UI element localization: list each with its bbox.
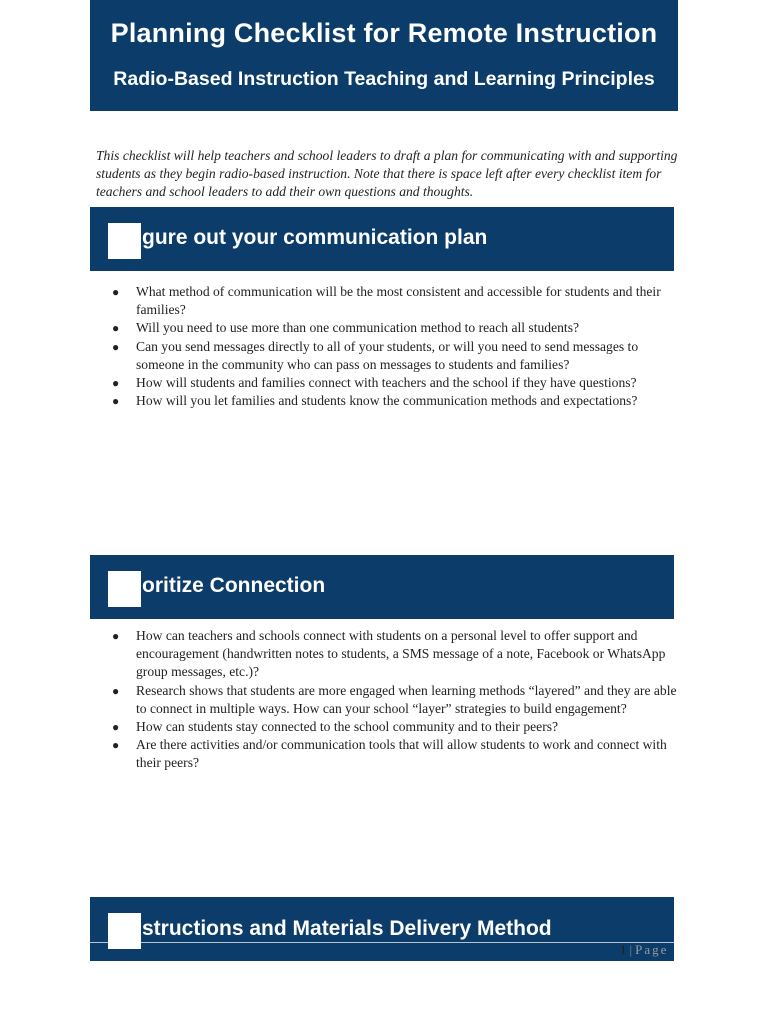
section-heading-label: structions and Materials Delivery Method [142, 917, 552, 940]
list-item: ● How can students stay connected to the school community and to their peers? [110, 718, 682, 736]
bullet-icon: ● [112, 321, 120, 336]
bullet-icon: ● [112, 376, 120, 391]
page-word: Page [635, 942, 669, 957]
page-number: 1 [620, 942, 627, 957]
section-square-icon [108, 571, 141, 607]
intro-paragraph: This checklist will help teachers and school leaders to draft a plan for communicating with and supporting students as they begin radio-based instruction. Note that there is space left after every checklist item for teachers and school leaders to add their own questions and thoughts. [96, 148, 678, 199]
list-item: ● Can you send messages directly to all of your students, or will you need to send messages to someone in the community who can pass on messages to students and families? [112, 338, 639, 372]
section-square-icon [108, 913, 141, 949]
list-item: ● Will you need to use more than one communication method to reach all students? [110, 319, 682, 337]
list-item: ● What method of communication will be the most consistent and accessible for students and their families? [112, 284, 661, 318]
page-separator: | [629, 942, 633, 957]
bullet-icon: ● [112, 720, 120, 735]
section-heading-instructions-delivery [90, 897, 674, 961]
document-title: Planning Checklist for Remote Instruction [110, 18, 658, 48]
section-heading-prioritize-connection [90, 555, 674, 619]
bullet-icon: ● [112, 285, 120, 299]
document-subtitle: Radio-Based Instruction Teaching and Learning Principles [113, 68, 655, 90]
section-2-checklist [110, 627, 682, 773]
bullet-icon: ● [112, 339, 120, 354]
list-item: ● How will students and families connect with teachers and the school if they have questions? [110, 374, 682, 392]
list-item: ● How can teachers and schools connect with students on a personal level to offer support and encouragement (handwritten notes to students, a SMS message of a note, Facebook or WhatsApp group messages, etc.)? [112, 628, 666, 680]
footer-divider [90, 942, 678, 943]
bullet-icon: ● [112, 683, 120, 698]
section-heading-communication-plan [90, 207, 674, 271]
document-header [90, 0, 678, 111]
list-item: ● Research shows that students are more engaged when learning methods “layered” and they are able to connect in multiple ways. How can your school “layer” strategies to build engagement? [112, 682, 677, 716]
section-1-checklist [110, 283, 682, 410]
bullet-icon: ● [112, 738, 120, 753]
list-item: ● Are there activities and/or communication tools that will allow students to work and connect with their peers? [112, 737, 667, 771]
bullet-icon: ● [112, 394, 120, 409]
section-heading-label: gure out your communication plan [142, 226, 488, 249]
bullet-icon: ● [112, 629, 120, 643]
section-square-icon [108, 223, 141, 259]
list-item: ● How will you let families and students know the communication methods and expectations? [110, 392, 682, 410]
section-heading-label: oritize Connection [142, 574, 326, 597]
page-number-footer [620, 942, 668, 958]
